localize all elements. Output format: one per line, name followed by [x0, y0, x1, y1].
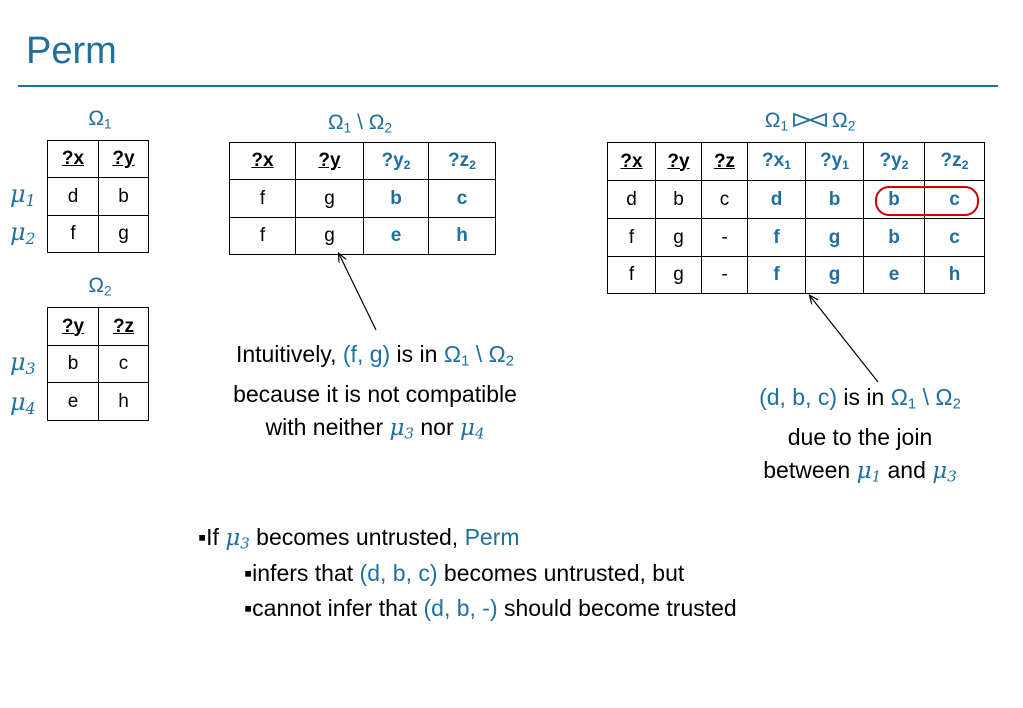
table-header: ?y [296, 143, 364, 180]
table-header: ?y [99, 141, 149, 178]
omega2-label: $\Omega_2$ [88, 274, 112, 299]
table-cell: g [99, 216, 149, 253]
mu1-label: $\mu_1$ [10, 180, 36, 210]
table-cell: c [702, 181, 748, 219]
table-cell: - [702, 257, 748, 294]
table-header: ?x [48, 141, 99, 178]
table-cell: - [702, 219, 748, 257]
table-cell: b [656, 181, 702, 219]
table-cell: e [364, 218, 429, 255]
arrow-note1 [339, 254, 376, 330]
table-cell: g [656, 219, 702, 257]
note-right-line1: (d, b, c) is in $\Omega_1$ \ $\Omega_2$ [759, 384, 961, 413]
table-cell: b [864, 181, 925, 219]
note-right [700, 381, 1020, 493]
table-cell: g [806, 257, 864, 294]
table-header: $?y_2$ [864, 143, 925, 181]
table-cell: f [230, 218, 296, 255]
note-right-line2: due to the join [787, 423, 933, 450]
slide-title: Perm [26, 30, 117, 72]
table-cell: b [48, 346, 99, 383]
join-label: $\Omega_1$ $\Omega_2$ [764, 109, 856, 134]
table-cell: b [364, 180, 429, 218]
table-cell: b [99, 178, 149, 216]
table-cell: b [806, 181, 864, 219]
table-cell: c [99, 346, 149, 383]
note-left [180, 338, 570, 450]
table-header: ?x [230, 143, 296, 180]
table-cell: d [748, 181, 806, 219]
table-cell: b [864, 219, 925, 257]
table-cell: e [48, 383, 99, 421]
table-cell: g [296, 218, 364, 255]
note-left-line2: because it is not compatible [233, 380, 517, 407]
table-cell: f [748, 219, 806, 257]
table-cell: h [99, 383, 149, 421]
note-left-line1: Intuitively, (f, g) is in $\Omega_1$ \ $\Omega_2$ [235, 341, 515, 370]
table-cell: f [48, 216, 99, 253]
note-left-line3: with neither $\mu_3$ nor $\mu_4$ [265, 413, 485, 443]
table-cell: h [429, 218, 496, 255]
arrow-note2 [810, 296, 878, 382]
table-header: $?x_1$ [748, 143, 806, 181]
table-header: $?y_2$ [364, 143, 429, 180]
mu3-label: $\mu_3$ [10, 348, 36, 378]
mu2-label: $\mu_2$ [10, 218, 36, 248]
table-cell: g [656, 257, 702, 294]
table-cell: c [429, 180, 496, 218]
omega1-label: $\Omega_1$ [88, 107, 112, 132]
table-header: ?z [702, 143, 748, 181]
bullet-2: ▪infers that (d, b, c) becomes untrusted, but [244, 560, 685, 586]
table-cell: d [608, 181, 656, 219]
mu4-label: $\mu_4$ [10, 388, 36, 418]
table-cell: h [925, 257, 985, 294]
table-header: ?x [608, 143, 656, 181]
minus-label: $\Omega_1$ \ $\Omega_2$ [327, 111, 393, 136]
table-cell: f [230, 180, 296, 218]
table-cell: g [806, 219, 864, 257]
note-right-line3: between $\mu_1$ and $\mu_3$ [763, 456, 957, 486]
table-header: ?z [99, 308, 149, 346]
table-cell: e [864, 257, 925, 294]
table-header: $?y_1$ [806, 143, 864, 181]
table-cell: d [48, 178, 99, 216]
bullet-3: ▪cannot infer that (d, b, -) should become trusted [244, 595, 737, 621]
table-cell: c [925, 219, 985, 257]
bullet-1: ▪If $\mu_3$ becomes untrusted, Perm [198, 524, 520, 553]
table-cell: f [748, 257, 806, 294]
table-cell: c [925, 181, 985, 219]
table-header: ?y [656, 143, 702, 181]
table-header: $?z_2$ [925, 143, 985, 181]
table-cell: g [296, 180, 364, 218]
table-cell: f [608, 219, 656, 257]
table-header: $?z_2$ [429, 143, 496, 180]
table-cell: f [608, 257, 656, 294]
table-header: ?y [48, 308, 99, 346]
